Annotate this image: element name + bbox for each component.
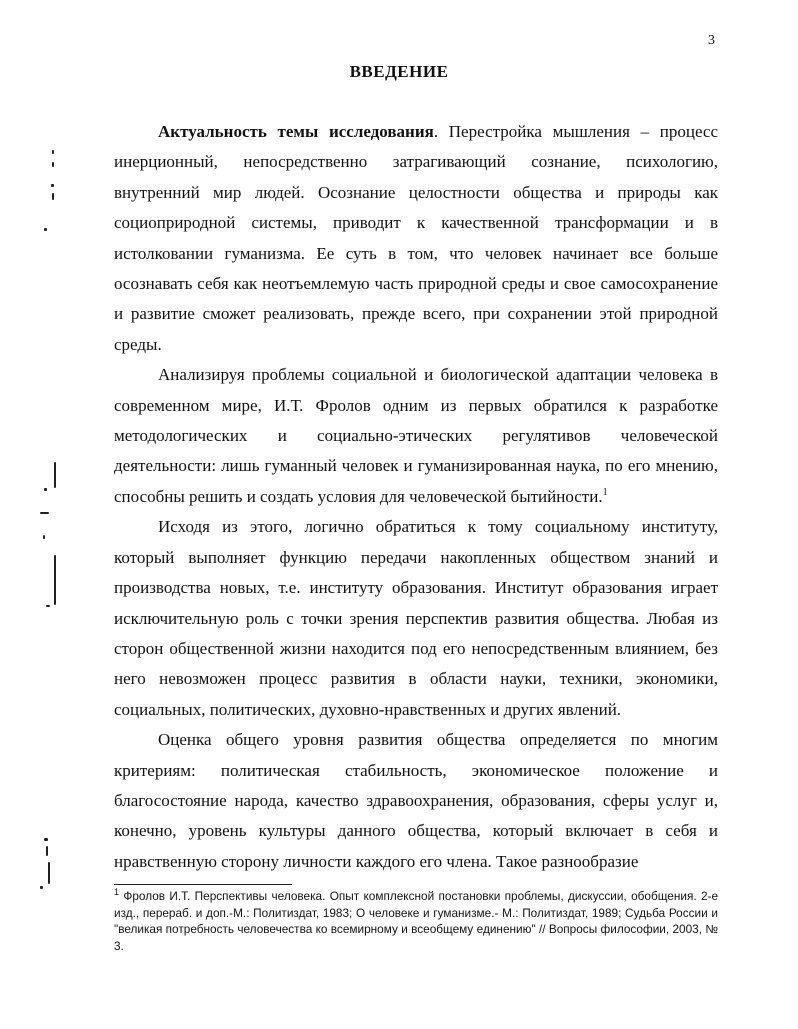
- paragraph-text: Оценка общего уровня развития общества определяется по многим критериям: политическая стабильность, экономическое положение и благосостояние народа, качество здравоохранения, образования, сферы услуг и, конечно, уровень культуры данного общества, который включает в себя и нравственную сторону личности каждого его члена. Такое разнообразие: [114, 730, 718, 871]
- scan-mark: [54, 462, 56, 488]
- scan-mark: [43, 535, 45, 539]
- scan-mark: [52, 162, 54, 167]
- scan-mark: [52, 150, 54, 154]
- paragraph-text: Анализируя проблемы социальной и биологической адаптации человека в современном мире, И.Т. Фролов одним из первых обратился к разработке методологических и социально-этических регулятивов человеческой деятельности: лишь гуманный человек и гуманизированная наука, по его мнению, способны решить и создать условия для человеческой бытийности.: [114, 365, 718, 506]
- scan-mark: [48, 862, 50, 884]
- footnote-ref: 1: [602, 486, 608, 498]
- scan-mark: [54, 555, 56, 605]
- scan-mark: [44, 228, 47, 231]
- main-text: [114, 117, 718, 877]
- page-title: ВВЕДЕНИЕ: [349, 62, 449, 81]
- scan-mark: [46, 605, 50, 607]
- paragraph-frolov: [114, 360, 718, 512]
- footnote-divider: [114, 884, 292, 885]
- paragraph-education: [114, 512, 718, 725]
- paragraph-criteria: [114, 725, 718, 877]
- scan-mark: [44, 488, 47, 491]
- scan-mark: [46, 846, 48, 856]
- scan-mark: [40, 512, 49, 514]
- paragraph-lead: Актуальность темы исследования: [158, 122, 434, 141]
- footnote-marker: 1: [114, 887, 120, 897]
- scan-mark: [52, 193, 54, 200]
- scan-mark: [44, 838, 48, 841]
- paragraph-text: . Перестройка мышления – процесс инерционный, непосредственно затрагивающий сознание, психологию, внутренний мир людей. Осознание целостности общества и природы как социоприродной системы, приводит к качественной трансформации и в истолковании гуманизма. Ее суть в том, что человек начинает все больше осознавать себя как неотъемлемую часть природной среды и свое самосохранение и развитие сможет реализовать, прежде всего, при сохранении этой природной среды.: [114, 122, 719, 354]
- scan-mark: [51, 184, 54, 187]
- page-number: 3: [708, 33, 715, 48]
- paragraph-relevance: [114, 117, 718, 360]
- scan-mark: [40, 886, 43, 889]
- footnote-text: Фролов И.Т. Перспективы человека. Опыт комплексной постановки проблемы, дискуссии, обобщения. 2-е изд., перераб. и доп.-М.: Политиздат, 1983; О человеке и гуманизме.- М.: Политиздат, 1989; Судьба России и "великая потребность человечества ко всемирному и всеобщему единению" // Вопросы философии, 2003, № 3.: [114, 889, 719, 953]
- footnote: [114, 888, 718, 954]
- paragraph-text: Исходя из этого, логично обратиться к тому социальному институту, который выполняет функцию передачи накопленных обществом знаний и производства новых, т.е. институту образования. Институт образования играет исключительную роль с точки зрения перспектив развития общества. Любая из сторон общественной жизни находится под его непосредственным влиянием, без него невозможен процесс развития в области науки, техники, экономики, социальных, политических, духовно-нравственных и других явлений.: [114, 517, 718, 719]
